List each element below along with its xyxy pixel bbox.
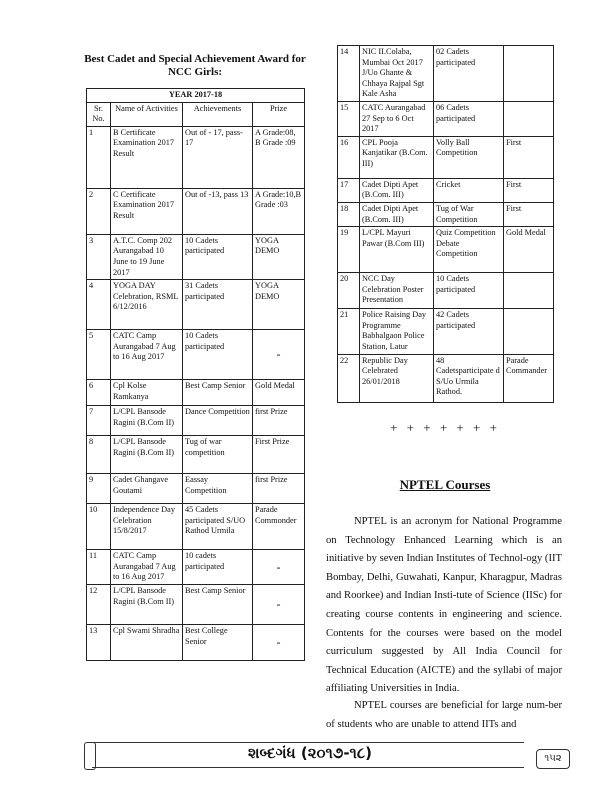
cell-sr: 6 xyxy=(87,380,111,406)
cell-sr: 11 xyxy=(87,550,111,585)
cell-prize: Gold Medal xyxy=(504,227,554,273)
nptel-paragraph-1: NPTEL is an acronym for National Programme on Technology Enhanced Learning which is an initiative by seven Indian Institutes of Technol-ogy (IIT Bombay, Delhi, Guwahati, Kanpur, Kharagpur, Madras and Roorkee) and Indian Insti-tute of Science (IISc) for creating course contents in engineering and science. Contents for the courses were based on the model curriculum suggested by All India Council for Technical Education (AICTE) and the syllabi of major affiliating Universities in India. xyxy=(326,516,562,695)
cell-ach: Eassay Competition xyxy=(183,474,253,504)
cell-name: CATC Camp Aurangabad 7 Aug to 16 Aug 2017 xyxy=(111,330,183,380)
nptel-heading: NPTEL Courses xyxy=(399,477,491,492)
cell-ach: Best Camp Senior xyxy=(183,584,253,624)
cell-name: Independence Day Celebration 15/8/2017 xyxy=(111,504,183,550)
cell-name: B Certificate Examination 2017 Result xyxy=(111,126,183,188)
cell-sr: 12 xyxy=(87,584,111,624)
cell-prize: YOGA DEMO xyxy=(253,280,305,330)
table-row xyxy=(87,406,305,436)
cell-name: Republic Day Celebrated 26/01/2018 xyxy=(360,354,434,402)
cell-ach: 45 Cadets participated S/UO Rathod Urmila xyxy=(183,504,253,550)
cell-ach: Dance Competition xyxy=(183,406,253,436)
cell-prize: first Prize xyxy=(253,406,305,436)
awards-table-right xyxy=(337,45,554,403)
cell-ach: Out of - 17, pass-17 xyxy=(183,126,253,188)
cell-name: NCC Day Celebration Poster Presentation xyxy=(360,273,434,309)
header-sr: Sr. No. xyxy=(87,102,111,126)
table-row xyxy=(338,178,554,202)
cell-ach: Tug of War Competition xyxy=(434,202,504,226)
cell-name: Cadet Ghangave Goutami xyxy=(111,474,183,504)
cell-sr: 5 xyxy=(87,330,111,380)
cell-prize: Gold Medal xyxy=(253,380,305,406)
cell-prize: - xyxy=(253,330,305,380)
cell-ach: Best Camp Senior xyxy=(183,380,253,406)
cell-prize: - xyxy=(253,584,305,624)
cell-name: L/CPL Mayuri Pawar (B.Com III) xyxy=(360,227,434,273)
cell-sr: 10 xyxy=(87,504,111,550)
cell-ach: 31 Cadets participated xyxy=(183,280,253,330)
cell-ach: Volly Ball Competition xyxy=(434,136,504,178)
table-row xyxy=(338,136,554,178)
cell-name: C Certificate Examination 2017 Result xyxy=(111,188,183,234)
cell-prize xyxy=(504,101,554,136)
page-number: ૧૫૨ xyxy=(536,749,570,769)
table-row xyxy=(338,46,554,102)
table-row xyxy=(87,504,305,550)
cell-sr: 18 xyxy=(338,202,360,226)
cell-name: Cpl Kolse Ramkanya xyxy=(111,380,183,406)
table-row xyxy=(338,273,554,309)
cell-ach: Out of -13, pass 13 xyxy=(183,188,253,234)
cell-sr: 19 xyxy=(338,227,360,273)
cell-prize: - xyxy=(253,624,305,660)
cell-ach: 02 Cadets participated xyxy=(434,46,504,102)
cell-name: NIC II.Colaba, Mumbai Oct 2017 J/Uo Ghante & Chhaya Rajpal Sgt Kale Asha xyxy=(360,46,434,102)
cell-name: YOGA DAY Celebration, RSML 6/12/2016 xyxy=(111,280,183,330)
header-name: Name of Activities xyxy=(111,102,183,126)
cell-name: CPL Pooja Kanjatikar (B.Com. III) xyxy=(360,136,434,178)
cell-ach: Quiz Competition Debate Competition xyxy=(434,227,504,273)
cell-prize: A Grade:10,B Grade :03 xyxy=(253,188,305,234)
awards-table-left xyxy=(86,88,305,661)
table-row xyxy=(87,624,305,660)
table-row xyxy=(338,354,554,402)
cell-name: L/CPL Bansode Ragini (B.Com II) xyxy=(111,436,183,474)
cell-sr: 21 xyxy=(338,309,360,354)
cell-prize: First xyxy=(504,136,554,178)
cell-name: Police Raising Day Programme Babhalgaon Police Station, Latur xyxy=(360,309,434,354)
cell-name: CATC Camp Aurangabad 7 Aug to 16 Aug 2017 xyxy=(111,550,183,585)
cell-prize xyxy=(504,309,554,354)
table-row xyxy=(87,474,305,504)
cell-sr: 13 xyxy=(87,624,111,660)
cell-prize: YOGA DEMO xyxy=(253,234,305,279)
footer-rule-top xyxy=(92,742,524,743)
cell-ach: 10 cadets participated xyxy=(183,550,253,585)
cell-ach: Best College Senior xyxy=(183,624,253,660)
cell-name: Cpl Swami Shradha xyxy=(111,624,183,660)
section-divider-stars: + + + + + + + xyxy=(390,420,500,435)
cell-name: L/CPL Bansode Ragini (B.Com II) xyxy=(111,406,183,436)
cell-name: Cadet Dipti Apet (B.Com. III) xyxy=(360,178,434,202)
cell-prize: Parade Commonder xyxy=(253,504,305,550)
table-row xyxy=(87,550,305,585)
header-prize: Prize xyxy=(253,102,305,126)
table-row xyxy=(87,234,305,279)
cell-sr: 15 xyxy=(338,101,360,136)
cell-ach: 10 Cadets participated xyxy=(434,273,504,309)
cell-prize xyxy=(504,273,554,309)
cell-prize: First xyxy=(504,202,554,226)
footer-rule-bottom xyxy=(92,767,524,768)
cell-ach: 42 Cadets participated xyxy=(434,309,504,354)
cell-sr: 14 xyxy=(338,46,360,102)
cell-prize: First xyxy=(504,178,554,202)
cell-sr: 7 xyxy=(87,406,111,436)
table-row xyxy=(338,202,554,226)
cell-prize: first Prize xyxy=(253,474,305,504)
table-row xyxy=(87,188,305,234)
cell-ach: 10 Cadets participated xyxy=(183,234,253,279)
cell-name: A.T.C. Comp 202 Aurangabad 10 June to 19 June 2017 xyxy=(111,234,183,279)
header-achievements: Achievements xyxy=(183,102,253,126)
footer-ornament xyxy=(84,742,96,770)
nptel-paragraph-2: NPTEL courses are beneficial for large num-ber of students who are unable to attend IITs and xyxy=(326,700,562,730)
table-row xyxy=(87,330,305,380)
cell-prize: Parade Commander xyxy=(504,354,554,402)
cell-sr: 3 xyxy=(87,234,111,279)
cell-prize xyxy=(504,46,554,102)
cell-ach: 10 Cadets participated xyxy=(183,330,253,380)
cell-ach: Tug of war competition xyxy=(183,436,253,474)
cell-sr: 20 xyxy=(338,273,360,309)
cell-prize: - xyxy=(253,550,305,585)
cell-name: CATC Aurangabad 27 Sep to 6 Oct 2017 xyxy=(360,101,434,136)
footer-title: શબ્દગંધ (૨૦૧૭-૧૮) xyxy=(247,744,372,762)
cell-sr: 4 xyxy=(87,280,111,330)
table-row xyxy=(338,227,554,273)
table-row xyxy=(87,584,305,624)
cell-sr: 22 xyxy=(338,354,360,402)
table-row xyxy=(87,126,305,188)
award-title: Best Cadet and Special Achievement Award for NCC Girls: xyxy=(84,53,306,78)
table-row xyxy=(87,280,305,330)
table-row xyxy=(338,101,554,136)
cell-sr: 1 xyxy=(87,126,111,188)
cell-sr: 2 xyxy=(87,188,111,234)
cell-sr: 17 xyxy=(338,178,360,202)
cell-prize: First Prize xyxy=(253,436,305,474)
cell-sr: 16 xyxy=(338,136,360,178)
table-row xyxy=(87,380,305,406)
year-label: YEAR 2017-18 xyxy=(87,89,305,103)
table-row xyxy=(87,436,305,474)
table-row xyxy=(338,309,554,354)
cell-name: L/CPL Bansode Ragini (B.Com II) xyxy=(111,584,183,624)
cell-ach: 06 Cadets participated xyxy=(434,101,504,136)
cell-sr: 9 xyxy=(87,474,111,504)
cell-sr: 8 xyxy=(87,436,111,474)
cell-ach: Cricket xyxy=(434,178,504,202)
cell-name: Cadet Dipti Apet (B.Com. III) xyxy=(360,202,434,226)
cell-ach: 48 Cadetsparticipate d S/Uo Urmila Rathod. xyxy=(434,354,504,402)
cell-prize: A Grade:08, B Grade :09 xyxy=(253,126,305,188)
